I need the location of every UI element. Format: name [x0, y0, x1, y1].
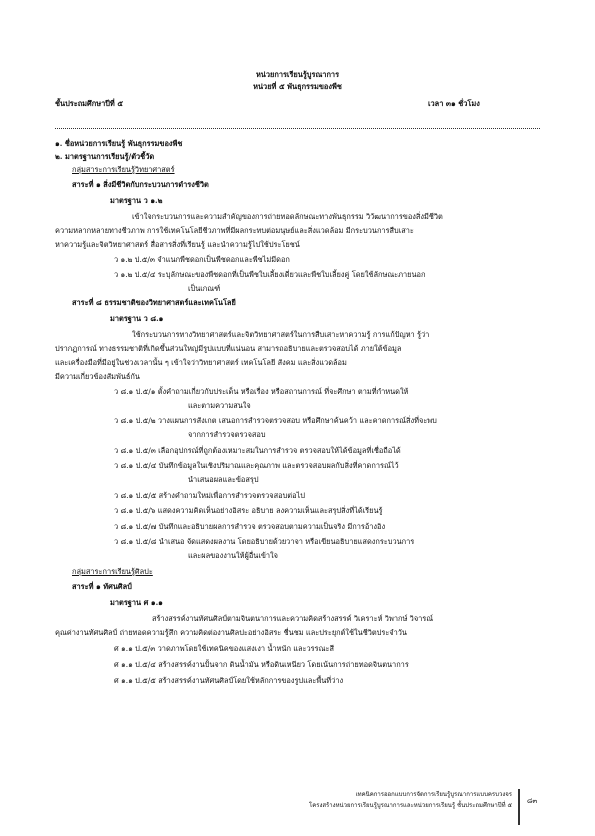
strand-art-heading: สาระที่ ๑ ทัศนศิลป์ [72, 582, 132, 591]
strand-1-heading: สาระที่ ๑ สิ่งมีชีวิตกับกระบวนการดำรงชีวิต [72, 180, 209, 189]
indicator-item-continued: และผลของงานให้ผู้อื่นเข้าใจ [188, 551, 279, 560]
indicator-item: ว ๑.๒ ป.๕/๓ จำแนกพืชดอกเป็นพืชดอกและพืชไม่มีดอก [114, 255, 290, 264]
indicator-item: ว ๘.๑ ป.๕/๑ ตั้งคำถามเกี่ยวกับประเด็น หรือเรื่อง หรือสถานการณ์ ที่จะศึกษา ตามที่กำหนดให้ [114, 387, 409, 396]
indicator-item: ว ๘.๑ ป.๕/๘ นำเสนอ จัดแสดงผลงาน โดยอธิบายด้วยวาจา หรือเขียนอธิบายแสดงกระบวนการ [114, 537, 415, 546]
indicator-item: ศ ๑.๑ ป.๕/๓ วาดภาพโดยใช้เทคนิคของแสงเงา น้ำหนัก และวรรณะสี [114, 644, 334, 653]
section-1-heading: ๑. ชื่อหน่วยการเรียนรู้ พันธุกรรมของพืช [55, 139, 183, 148]
footer-book-title: เทคนิคการออกแบบการจัดการเรียนรู้บูรณาการแบบครบวงจร [355, 791, 512, 798]
section-2-heading: ๒. มาตรฐานการเรียนรู้/ตัวชี้วัด [55, 152, 155, 161]
strand-8-heading: สาระที่ ๘ ธรรมชาติของวิทยาศาสตร์และเทคโนโลยี [72, 298, 236, 307]
standard-sci-1-2: มาตรฐาน ว ๑.๒ [110, 196, 163, 205]
group-art-heading: กลุ่มสาระการเรียนรู้ศิลปะ [72, 567, 153, 576]
standard-description-line: และเครื่องมือที่มีอยู่ในช่วงเวลานั้น ๆ เข้าใจว่าวิทยาศาสตร์ เทคโนโลยี สังคม และสิ่งแวดล้อม [55, 358, 347, 367]
indicator-item: ว ๘.๑ ป.๕/๗ บันทึกและอธิบายผลการสำรวจ ตรวจสอบตามความเป็นจริง มีการอ้างอิง [114, 522, 386, 531]
standard-art-1-1: มาตรฐาน ศ ๑.๑ [110, 598, 163, 607]
standard-description-line: ความหลากหลายทางชีวภาพ การใช้เทคโนโลยีชีวภาพที่มีผลกระทบต่อมนุษย์และสิ่งแวดล้อม มีกระบวนการสืบเสาะ [55, 226, 414, 235]
indicator-item: ศ ๑.๑ ป.๕/๕ สร้างสรรค์งานทัศนศิลป์โดยใช้หลักการของรูปและพื้นที่ว่าง [114, 676, 344, 685]
standard-description-line: สร้างสรรค์งานทัศนศิลป์ตามจินตนาการและความคิดสร้างสรรค์ วิเคราะห์ วิพากษ์ วิจารณ์ [152, 614, 434, 623]
indicator-item: ว ๘.๑ ป.๕/๕ สร้างคำถามใหม่เพื่อการสำรวจตรวจสอบต่อไป [114, 491, 305, 500]
page-number: ๘๓ [527, 797, 538, 805]
indicator-item: ว ๘.๑ ป.๕/๔ บันทึกข้อมูลในเชิงปริมาณและคุณภาพ และตรวจสอบผลกับสิ่งที่คาดการณ์ไว้ [114, 461, 399, 470]
standard-description-line: ใช้กระบวนการทางวิทยาศาสตร์และจิตวิทยาศาสตร์ในการสืบเสาะหาความรู้ การแก้ปัญหา รู้ว่า [132, 330, 430, 339]
indicator-item: ว ๘.๑ ป.๕/๖ แสดงความคิดเห็นอย่างอิสระ อธิบาย ลงความเห็นและสรุปสิ่งที่ได้เรียนรู้ [114, 506, 383, 515]
indicator-item: ว ๑.๒ ป.๕/๔ ระบุลักษณะของพืชดอกที่เป็นพืชใบเลี้ยงเดี่ยวและพืชใบเลี้ยงคู่ โดยใช้ลักษณะภายนอก [114, 270, 426, 279]
unit-subtitle: หน่วยที่ ๕ พันธุกรรมของพืช [253, 82, 342, 91]
indicator-item-continued: นำเสนอผลและข้อสรุป [188, 475, 259, 484]
indicator-item: ศ ๑.๑ ป.๕/๔ สร้างสรรค์งานปั้นจาก ดินน้ำมัน หรือดินเหนียว โดยเน้นการถ่ายทอดจินตนาการ [114, 660, 409, 669]
indicator-item-continued: และตามความสนใจ [188, 401, 251, 410]
unit-title: หน่วยการเรียนรู้บูรณาการ [255, 70, 340, 79]
standard-description-line: เข้าใจกระบวนการและความสำคัญของการถ่ายทอดลักษณะทางพันธุกรรม วิวัฒนาการของสิ่งมีชีวิต [132, 212, 443, 221]
standard-description-line: คุณค่างานทัศนศิลป์ ถ่ายทอดความรู้สึก ความคิดต่องานศิลปะอย่างอิสระ ชื่นชม และประยุกต์ใช้ในชีวิตประจำวัน [55, 628, 407, 637]
standard-sci-8-1: มาตรฐาน ว ๘.๑ [110, 314, 164, 323]
standard-description-line: หาความรู้และจิตวิทยาศาสตร์ สื่อสารสิ่งที่เรียนรู้ และนำความรู้ไปใช้ประโยชน์ [55, 240, 300, 249]
footer-chapter-title: โครงสร้างหน่วยการเรียนรู้บูรณาการและหน่วยการเรียนรู้ ชั้นประถมศึกษาปีที่ ๕ [309, 802, 512, 809]
footer-divider [518, 789, 520, 825]
indicator-item: ว ๘.๑ ป.๕/๓ เลือกอุปกรณ์ที่ถูกต้องเหมาะสมในการสำรวจ ตรวจสอบให้ได้ข้อมูลที่เชื่อถือได้ [114, 446, 401, 455]
standard-description-line: ปรากฏการณ์ ทางธรรมชาติที่เกิดขึ้นส่วนใหญ่มีรูปแบบที่แน่นอน สามารถอธิบายและตรวจสอบได้ ภายใต้ข้อมูล [55, 344, 402, 353]
group-science-heading: กลุ่มสาระการเรียนรู้วิทยาศาสตร์ [72, 165, 175, 174]
indicator-item: ว ๘.๑ ป.๕/๒ วางแผนการสังเกต เสนอการสำรวจตรวจสอบ หรือศึกษาค้นคว้า และคาดการณ์สิ่งที่จะพบ [114, 416, 437, 425]
standard-description-line: มีความเกี่ยวข้องสัมพันธ์กัน [55, 372, 140, 381]
indicator-item-continued: เป็นเกณฑ์ [188, 284, 221, 293]
dotted-divider [55, 128, 540, 129]
time-allotment: เวลา ๓๑ ชั่วโมง [428, 99, 480, 108]
grade-level: ชั้นประถมศึกษาปีที่ ๕ [55, 99, 123, 108]
indicator-item-continued: จากการสำรวจตรวจสอบ [188, 430, 266, 439]
